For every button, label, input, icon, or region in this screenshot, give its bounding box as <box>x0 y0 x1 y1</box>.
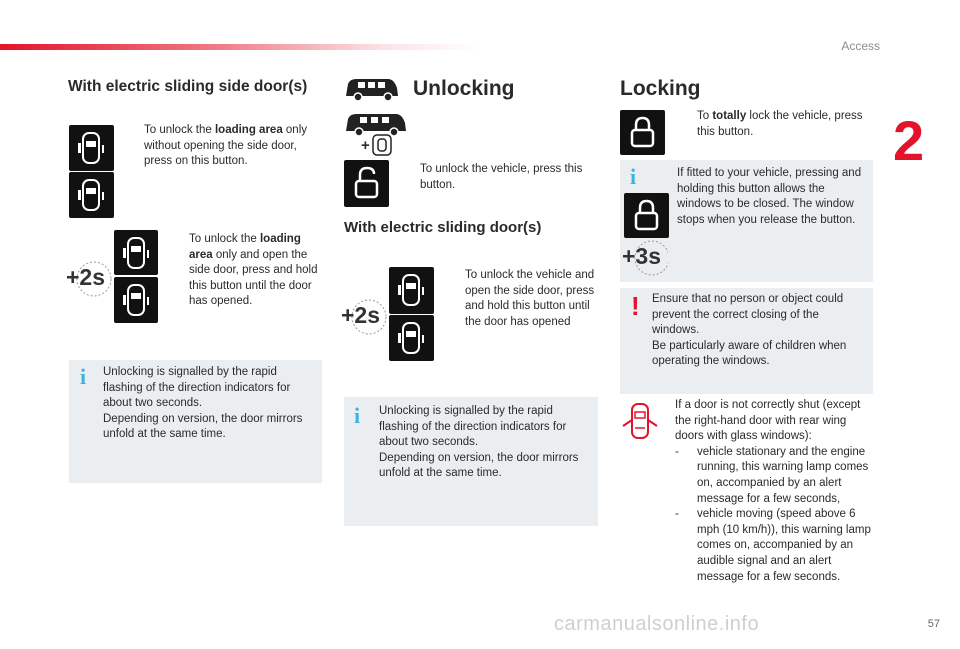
list-dash: - <box>675 508 679 521</box>
col3-info-text: If fitted to your vehicle, pressing and holding this button allows the windows to be closed. The window stops when you release the button. <box>677 167 862 226</box>
col1-item2-text: To unlock the loading area only and open the side door, press and hold this button until the door has opened. <box>189 233 318 308</box>
col1-item1-text: To unlock the loading area only without opening the side door, press on this button. <box>144 124 308 168</box>
info-icon: i <box>354 403 361 428</box>
header-accent-bar <box>0 44 480 50</box>
door-open-warning-icon <box>620 400 660 442</box>
section-title: Access <box>841 39 880 53</box>
col1-title: With electric sliding side door(s) <box>68 78 308 95</box>
list-dash: - <box>675 445 679 458</box>
list-item <box>675 445 875 507</box>
sliding-door-unlock-icon <box>389 315 434 361</box>
padlock-closed-icon <box>624 193 669 238</box>
info-icon: i <box>80 364 87 389</box>
timer-badge-label: +2s <box>341 302 381 328</box>
col2-item2-text: To unlock the vehicle and open the side door, press and hold this button until the door has opened <box>465 269 595 328</box>
col2-info-text: Unlocking is signalled by the rapid flashing of the direction indicators for about two seconds. Depending on version, the door mirrors unfold at the same time. <box>379 405 579 480</box>
chapter-number: 2 <box>893 109 925 172</box>
col3-title: Locking <box>620 77 701 100</box>
col3-item1-text: To totally lock the vehicle, press this button. <box>697 110 863 138</box>
list-item-text: vehicle stationary and the engine running, this warning lamp comes on, accompanied by an alert message for a few seconds, <box>697 445 869 505</box>
warning-icon: ! <box>631 291 640 321</box>
col2-title: Unlocking <box>413 77 515 100</box>
timer-badge-label: +2s <box>66 264 106 290</box>
sliding-door-unlock-icon <box>114 230 158 275</box>
sliding-door-unlock-icon <box>372 134 392 156</box>
sliding-door-unlock-icon <box>389 267 434 314</box>
list-item <box>675 507 875 585</box>
col2-subtitle: With electric sliding door(s) <box>344 219 542 236</box>
col1-info-text: Unlocking is signalled by the rapid flashing of the direction indicators for about two seconds. Depending on version, the door mirrors unfold at the same time. <box>103 366 303 441</box>
sliding-door-unlock-icon <box>69 125 114 171</box>
page-number: 57 <box>927 618 940 630</box>
info-icon: i <box>630 164 637 189</box>
col3-door-note <box>675 398 875 585</box>
padlock-closed-icon <box>620 110 665 155</box>
van-icon <box>344 76 400 104</box>
col2-item1-text: To unlock the vehicle, press this button. <box>420 163 583 191</box>
sliding-door-unlock-icon <box>114 277 158 323</box>
sliding-door-unlock-icon <box>69 172 114 218</box>
watermark: carmanualsonline.info <box>554 613 760 635</box>
list-item-text: vehicle moving (speed above 6 mph (10 km/h)), this warning lamp comes on, accompanied by an audible signal and an alert message for a few seconds. <box>697 508 871 583</box>
plus-sign: + <box>361 137 370 154</box>
door-note-intro: If a door is not correctly shut (except the right-hand door with rear wing doors with glass windows): <box>675 399 861 443</box>
padlock-open-icon <box>344 160 389 207</box>
col3-warning-text: Ensure that no person or object could prevent the correct closing of the windows. Be particularly aware of children when operating the windows. <box>652 293 847 368</box>
timer-badge-label: +3s <box>622 243 662 269</box>
